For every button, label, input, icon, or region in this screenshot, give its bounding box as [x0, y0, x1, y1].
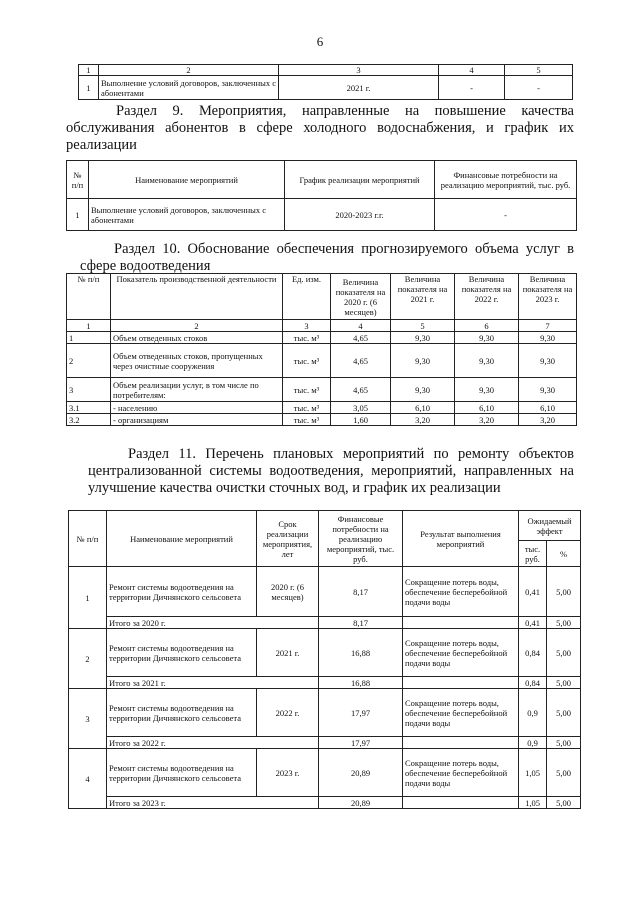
col-header: № п/п: [69, 511, 107, 567]
value-cell: -: [439, 76, 505, 100]
col-number: 7: [519, 320, 577, 332]
indicator-name: Объем отведенных стоков, пропущенных через очистные сооружения: [111, 344, 283, 378]
col-header: Финансовые потребности на реализацию мероприятий, тыс. руб.: [435, 161, 577, 199]
unit-cell: тыс. м³: [283, 402, 331, 414]
result-cell: Сокращение потерь воды, обеспечение бесперебойной подачи воды: [403, 567, 519, 617]
term-cell: 2021 г.: [257, 629, 319, 677]
term-cell: 2022 г.: [257, 689, 319, 737]
effect-rub: 1,05: [519, 749, 547, 797]
col-number: 4: [331, 320, 391, 332]
finance-cell: 16,88: [319, 629, 403, 677]
section9-title: Раздел 9. Мероприятия, направленные на повышение качества обслуживания абонентов в сфере холодного водоснабжения, и график их реализации: [66, 103, 574, 153]
value-cell: 3,20: [455, 414, 519, 426]
value-cell: 6,10: [391, 402, 455, 414]
value-cell: 9,30: [455, 344, 519, 378]
row-number: 1: [79, 76, 99, 100]
term-cell: 2020 г. (6 месяцев): [257, 567, 319, 617]
col-number: 5: [391, 320, 455, 332]
total-rub: 0,9: [519, 737, 547, 749]
col-header: Величина показателя на 2020 г. (6 месяцев): [331, 274, 391, 320]
col-header: Величина показателя на 2021 г.: [391, 274, 455, 320]
section11-title: Раздел 11. Перечень плановых мероприятий по ремонту объектов централизованной системы водоотведения, мероприятий, направленных на улучшение качества очистки сточных вод, и график их реализации: [88, 446, 574, 496]
schedule-cell: 2020-2023 г.г.: [285, 199, 435, 231]
total-pct: 5,00: [547, 677, 581, 689]
row-number: 2: [67, 344, 111, 378]
page-number: 6: [316, 34, 324, 49]
row-number: 4: [69, 749, 107, 809]
value-cell: 4,65: [331, 344, 391, 378]
effect-pct: 5,00: [547, 749, 581, 797]
row-number: 3: [69, 689, 107, 749]
section11-table: [68, 510, 581, 809]
col-number: 2: [111, 320, 283, 332]
measure-name: Ремонт системы водоотведения на территории Дичнянского сельсовета: [107, 749, 257, 797]
indicator-name: Объем отведенных стоков: [111, 332, 283, 344]
measure-name: Ремонт системы водоотведения на территории Дичнянского сельсовета: [107, 629, 257, 677]
continuation-table: [78, 64, 573, 100]
term-cell: 2023 г.: [257, 749, 319, 797]
total-pct: 5,00: [547, 797, 581, 809]
col-header: Ожидаемый эффект: [519, 511, 581, 541]
unit-cell: тыс. м³: [283, 414, 331, 426]
value-cell: 3,20: [519, 414, 577, 426]
total-rub: 0,41: [519, 617, 547, 629]
value-cell: 9,30: [519, 378, 577, 402]
value-cell: 9,30: [455, 332, 519, 344]
col-header: Наименование мероприятий: [89, 161, 285, 199]
col-header: %: [547, 541, 581, 567]
col-header: Величина показателя на 2022 г.: [455, 274, 519, 320]
unit-cell: тыс. м³: [283, 344, 331, 378]
col-header: № п/п: [67, 161, 89, 199]
section10-title: Раздел 10. Обоснование обеспечения прогнозируемого объема услуг в сфере водоотведения: [80, 241, 574, 274]
measure-name: Выполнение условий договоров, заключенных с абонентами: [89, 199, 285, 231]
measure-name: Ремонт системы водоотведения на территории Дичнянского сельсовета: [107, 689, 257, 737]
measure-name: Выполнение условий договоров, заключенных с абонентами: [99, 76, 279, 100]
finance-cell: 20,89: [319, 749, 403, 797]
total-label: Итого за 2020 г.: [107, 617, 319, 629]
value-cell: 3,20: [391, 414, 455, 426]
finance-cell: 17,97: [319, 689, 403, 737]
col-header: 3: [279, 65, 439, 76]
value-cell: 1,60: [331, 414, 391, 426]
total-label: Итого за 2023 г.: [107, 797, 319, 809]
col-number: 1: [67, 320, 111, 332]
value-cell: 9,30: [391, 378, 455, 402]
total-pct: 5,00: [547, 617, 581, 629]
col-header: Величина показателя на 2023 г.: [519, 274, 577, 320]
value-cell: -: [505, 76, 573, 100]
total-finance: 8,17: [319, 617, 403, 629]
col-header: 1: [79, 65, 99, 76]
unit-cell: тыс. м³: [283, 332, 331, 344]
effect-rub: 0,9: [519, 689, 547, 737]
total-finance: 20,89: [319, 797, 403, 809]
result-cell: Сокращение потерь воды, обеспечение бесперебойной подачи воды: [403, 629, 519, 677]
total-label: Итого за 2021 г.: [107, 677, 319, 689]
col-header: № п/п: [67, 274, 111, 320]
value-cell: 3,05: [331, 402, 391, 414]
effect-rub: 0,41: [519, 567, 547, 617]
col-header: 5: [505, 65, 573, 76]
value-cell: 9,30: [391, 332, 455, 344]
col-header: 4: [439, 65, 505, 76]
col-header: 2: [99, 65, 279, 76]
total-rub: 0,84: [519, 677, 547, 689]
year-cell: 2021 г.: [279, 76, 439, 100]
indicator-name: - организациям: [111, 414, 283, 426]
col-header: Наименование мероприятий: [107, 511, 257, 567]
col-header: График реализации мероприятий: [285, 161, 435, 199]
indicator-name: Объем реализации услуг, в том числе по потребителям:: [111, 378, 283, 402]
row-number: 1: [67, 332, 111, 344]
col-header: тыс. руб.: [519, 541, 547, 567]
total-rub: 1,05: [519, 797, 547, 809]
effect-pct: 5,00: [547, 689, 581, 737]
result-cell: Сокращение потерь воды, обеспечение бесперебойной подачи воды: [403, 749, 519, 797]
value-cell: 9,30: [519, 332, 577, 344]
row-number: 1: [69, 567, 107, 629]
effect-rub: 0,84: [519, 629, 547, 677]
finance-cell: -: [435, 199, 577, 231]
row-number: 1: [67, 199, 89, 231]
value-cell: 6,10: [519, 402, 577, 414]
section9-table: [66, 160, 577, 231]
row-number: 3.2: [67, 414, 111, 426]
col-header: Срок реализации мероприятия, лет: [257, 511, 319, 567]
total-label: Итого за 2022 г.: [107, 737, 319, 749]
indicator-name: - населению: [111, 402, 283, 414]
total-finance: 16,88: [319, 677, 403, 689]
value-cell: 6,10: [455, 402, 519, 414]
value-cell: 9,30: [455, 378, 519, 402]
total-finance: 17,97: [319, 737, 403, 749]
row-number: 2: [69, 629, 107, 689]
col-header: Ед. изм.: [283, 274, 331, 320]
total-pct: 5,00: [547, 737, 581, 749]
row-number: 3: [67, 378, 111, 402]
col-header: Показатель производственной деятельности: [111, 274, 283, 320]
col-header: Результат выполнения мероприятий: [403, 511, 519, 567]
measure-name: Ремонт системы водоотведения на территории Дичнянского сельсовета: [107, 567, 257, 617]
value-cell: 4,65: [331, 332, 391, 344]
effect-pct: 5,00: [547, 629, 581, 677]
finance-cell: 8,17: [319, 567, 403, 617]
effect-pct: 5,00: [547, 567, 581, 617]
result-cell: Сокращение потерь воды, обеспечение бесперебойной подачи воды: [403, 689, 519, 737]
value-cell: 9,30: [519, 344, 577, 378]
col-header: Финансовые потребности на реализацию мероприятий, тыс. руб.: [319, 511, 403, 567]
value-cell: 9,30: [391, 344, 455, 378]
row-number: 3.1: [67, 402, 111, 414]
section10-table: [66, 273, 577, 426]
value-cell: 4,65: [331, 378, 391, 402]
unit-cell: тыс. м³: [283, 378, 331, 402]
col-number: 3: [283, 320, 331, 332]
col-number: 6: [455, 320, 519, 332]
